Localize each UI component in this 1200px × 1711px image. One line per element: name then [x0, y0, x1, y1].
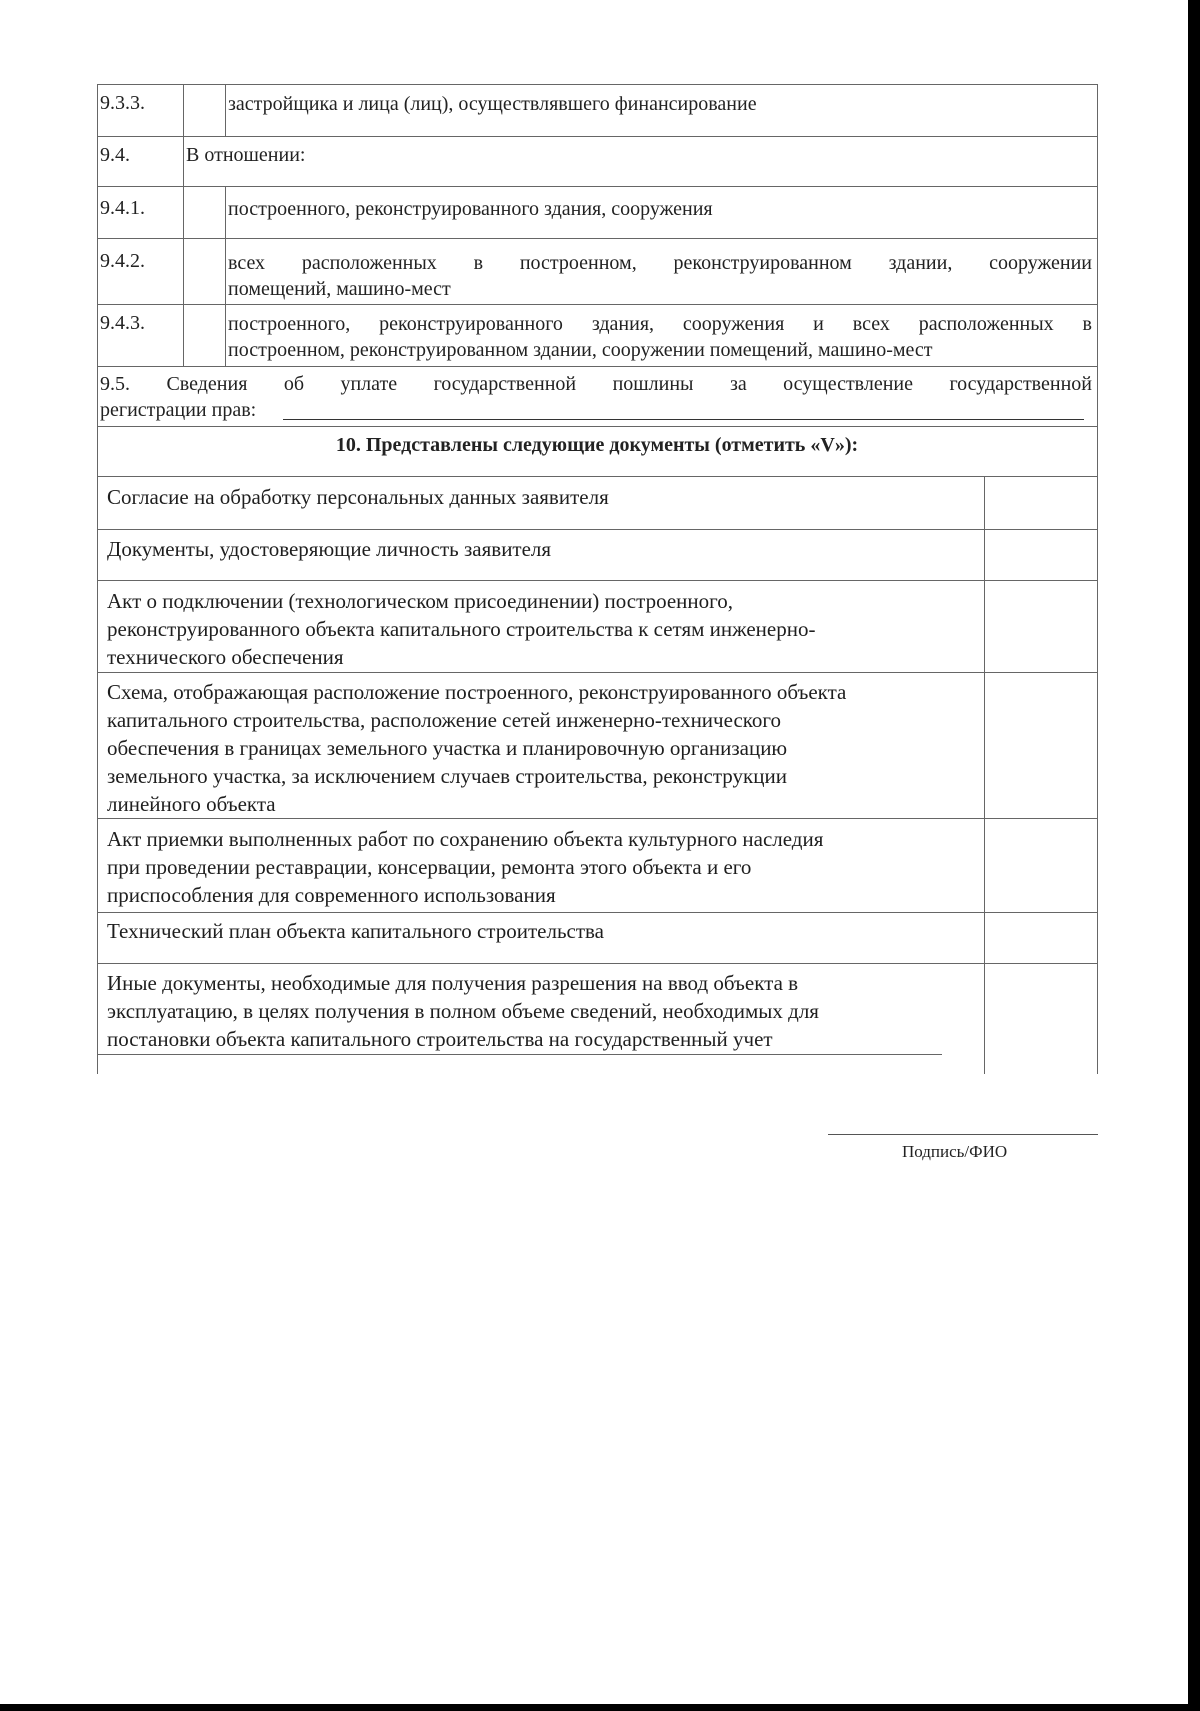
document-item: Иные документы, необходимые для получения разрешения на ввод объекта в эксплуатацию, в целях получения в полном объеме сведений, необходимых для постановки объекта капитального строительства на государственный учет [107, 971, 819, 1051]
document-item: Технический план объекта капитального строительства [107, 919, 604, 943]
signature-caption: Подпись/ФИО [902, 1142, 1008, 1161]
item-text: построенного, реконструированного здания, сооружения [228, 198, 713, 220]
item-number: 9.4.2. [100, 250, 145, 272]
item-text: В отношении: [186, 144, 306, 166]
item-number: 9.4. [100, 144, 130, 166]
document-item: Схема, отображающая расположение построенного, реконструированного объекта капитального строительства, расположение сетей инженерно-технического обеспечения в границах земельного участка и планировочную организацию земельного участка, за исключением случаев строительства, реконструкции линейного объекта [107, 680, 847, 816]
rule [97, 580, 1097, 581]
rule [97, 84, 1097, 85]
document-checkbox[interactable] [984, 581, 1096, 672]
item-number: 9.3.3. [100, 92, 145, 114]
payment-info-field[interactable] [283, 419, 1084, 420]
rule [225, 84, 226, 136]
document-checkbox[interactable] [984, 964, 1096, 1054]
document-checkbox[interactable] [984, 913, 1096, 963]
rule [225, 186, 226, 366]
item-text: всех расположенных в построенном, реконструированном здании, сооружении [228, 252, 1092, 274]
rule [1097, 84, 1098, 1074]
rule [97, 672, 1097, 673]
rule [97, 84, 98, 1074]
document-item: Согласие на обработку персональных данных заявителя [107, 485, 609, 509]
rule [183, 84, 184, 366]
item-number: 9.4.1. [100, 197, 145, 219]
rule [97, 304, 1097, 305]
document-checkbox[interactable] [984, 819, 1096, 912]
rule [97, 136, 1097, 137]
document-item: Акт приемки выполненных работ по сохранению объекта культурного наследия при проведении реставрации, консервации, ремонта этого объекта и его приспособления для современного использования [107, 827, 824, 907]
item-number: 9.4.3. [100, 312, 145, 334]
rule [97, 1054, 942, 1055]
item-text: помещений, машино-мест [228, 278, 451, 300]
document-item: Акт о подключении (технологическом присоединении) построенного, реконструированного объекта капитального строительства к сетям инженерно- технического обеспечения [107, 589, 816, 669]
item-text: застройщика и лица (лиц), осуществлявшего финансирование [228, 93, 757, 115]
document-checkbox[interactable] [984, 477, 1096, 529]
rule [97, 963, 1097, 964]
item-text: построенного, реконструированного здания, сооружения и всех расположенных в [228, 313, 1092, 335]
rule [97, 818, 1097, 819]
rule [97, 912, 1097, 913]
item-text: построенном, реконструированном здании, сооружении помещений, машино-мест [228, 339, 933, 361]
rule [97, 238, 1097, 239]
section-10-heading: 10. Представлены следующие документы (отметить «V»): [335, 434, 859, 456]
rule [97, 529, 1097, 530]
signature-line[interactable] [828, 1134, 1098, 1135]
payment-info-label: 9.5. Сведения об уплате государственной пошлины за осуществление государственной [100, 373, 1092, 395]
document-item: Документы, удостоверяющие личность заявителя [107, 537, 552, 561]
rule [97, 426, 1097, 427]
payment-info-label: регистрации прав: [100, 399, 257, 421]
rule [97, 476, 1097, 477]
rule [97, 186, 1097, 187]
rule [97, 366, 1097, 367]
document-checkbox[interactable] [984, 530, 1096, 580]
document-checkbox[interactable] [984, 673, 1096, 818]
